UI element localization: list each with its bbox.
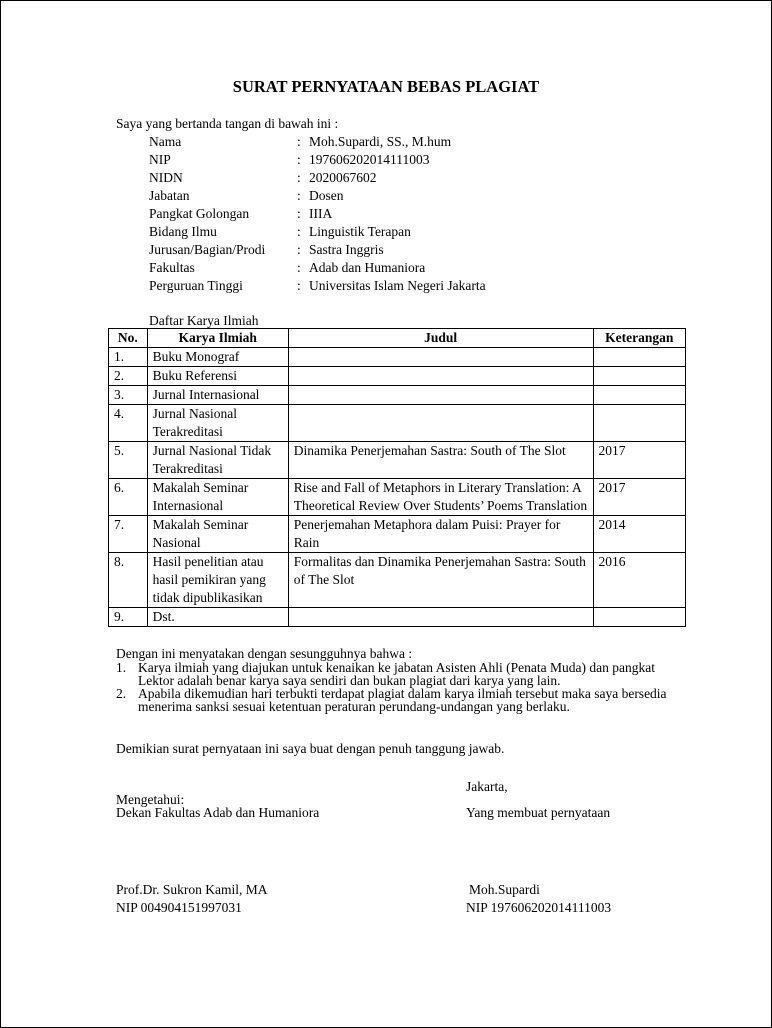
identity-colon: : (297, 224, 301, 239)
identity-label: Jurusan/Bagian/Prodi (149, 242, 266, 257)
cell-no: 3. (109, 386, 148, 405)
header-no: No. (109, 329, 148, 348)
cell-keterangan: 2014 (593, 516, 685, 553)
table-row (109, 367, 686, 386)
works-list-title: Daftar Karya Ilmiah (149, 313, 259, 328)
cell-no: 6. (109, 479, 148, 516)
identity-value: Sastra Inggris (309, 242, 384, 257)
identity-row (149, 205, 486, 223)
identity-row (149, 241, 486, 259)
acknowledge-label: Mengetahui: (116, 792, 185, 807)
cell-no: 4. (109, 405, 148, 442)
identity-colon: : (297, 170, 301, 185)
cell-judul: Formalitas dan Dinamika Penerjemahan Sastra: South of The Slot (288, 553, 593, 608)
identity-label: NIDN (149, 170, 183, 185)
identity-label: Pangkat Golongan (149, 206, 250, 221)
cell-no: 8. (109, 553, 148, 608)
identity-label: Fakultas (149, 260, 195, 275)
identity-value: Dosen (309, 188, 344, 203)
identity-colon: : (297, 188, 301, 203)
identity-value: Adab dan Humaniora (309, 260, 426, 275)
cell-judul: Penerjemahan Metaphora dalam Puisi: Prayer for Rain (288, 516, 593, 553)
intro-text: Saya yang bertanda tangan di bawah ini : (116, 116, 339, 131)
table-row (109, 479, 686, 516)
list-item (116, 687, 676, 713)
identity-value: 197606202014111003 (309, 152, 430, 167)
list-number: 2. (116, 686, 127, 701)
maker-name: Moh.Supardi (469, 882, 540, 897)
cell-judul (288, 405, 593, 442)
identity-value: 2020067602 (309, 170, 377, 185)
identity-label: Perguruan Tinggi (149, 278, 243, 293)
cell-no: 5. (109, 442, 148, 479)
list-text: Apabila dikemudian hari terbukti terdapat plagiat dalam karya ilmiah tersebut maka saya bersedia menerima sanksi sesuai ketentuan peraturan perundang-undangan yang berlaku. (138, 686, 667, 714)
table-row (109, 442, 686, 479)
cell-karya: Jurnal Nasional Tidak Terakreditasi (147, 442, 288, 479)
statement-list (116, 661, 676, 713)
cell-karya: Buku Referensi (147, 367, 288, 386)
cell-keterangan: 2017 (593, 479, 685, 516)
statement-intro: Dengan ini menyatakan dengan sesungguhnya bahwa : (116, 646, 413, 661)
identity-row (149, 133, 486, 151)
cell-keterangan (593, 367, 685, 386)
table-row (109, 608, 686, 627)
table-row (109, 386, 686, 405)
identity-value: Moh.Supardi, SS., M.hum (309, 134, 452, 149)
cell-keterangan (593, 348, 685, 367)
identity-label: Jabatan (149, 188, 190, 203)
cell-keterangan (593, 405, 685, 442)
header-keterangan: Keterangan (593, 329, 685, 348)
cell-keterangan: 2016 (593, 553, 685, 608)
list-text: Karya ilmiah yang diajukan untuk kenaikan ke jabatan Asisten Ahli (Penata Muda) dan pangkat Lektor adalah benar karya saya sendiri dan bukan plagiat dari karya yang lain. (138, 660, 655, 688)
city-date: Jakarta, (466, 779, 508, 794)
cell-no: 1. (109, 348, 148, 367)
identity-row (149, 151, 486, 169)
cell-keterangan (593, 386, 685, 405)
table-row (109, 516, 686, 553)
cell-judul: Dinamika Penerjemahan Sastra: South of The Slot (288, 442, 593, 479)
cell-judul: Rise and Fall of Metaphors in Literary Translation: A Theoretical Review Over Students’ Poems Translation (288, 479, 593, 516)
cell-karya: Hasil penelitian atau hasil pemikiran yang tidak dipublikasikan (147, 553, 288, 608)
cell-judul (288, 367, 593, 386)
works-table (108, 328, 686, 627)
maker-role: Yang membuat pernyataan (466, 805, 611, 820)
cell-karya: Dst. (147, 608, 288, 627)
identity-row (149, 277, 486, 295)
identity-value: Universitas Islam Negeri Jakarta (309, 278, 486, 293)
identity-label: Nama (149, 134, 182, 149)
list-number: 1. (116, 660, 127, 675)
cell-karya: Jurnal Internasional (147, 386, 288, 405)
works-header-row (109, 329, 686, 348)
table-row (109, 348, 686, 367)
cell-karya: Jurnal Nasional Terakreditasi (147, 405, 288, 442)
identity-label: Bidang Ilmu (149, 224, 217, 239)
cell-no: 9. (109, 608, 148, 627)
identity-colon: : (297, 134, 301, 149)
dean-nip: NIP 004904151997031 (116, 900, 242, 915)
dean-role: Dekan Fakultas Adab dan Humaniora (116, 805, 320, 820)
identity-table (149, 133, 486, 295)
identity-label: NIP (149, 152, 171, 167)
identity-value: IIIA (309, 206, 333, 221)
maker-nip: NIP 197606202014111003 (466, 900, 612, 915)
cell-judul (288, 348, 593, 367)
dean-name: Prof.Dr. Sukron Kamil, MA (116, 882, 268, 897)
identity-colon: : (297, 206, 301, 221)
identity-row (149, 169, 486, 187)
identity-colon: : (297, 152, 301, 167)
list-item (116, 661, 676, 687)
cell-judul (288, 386, 593, 405)
cell-judul (288, 608, 593, 627)
cell-no: 2. (109, 367, 148, 386)
identity-colon: : (297, 260, 301, 275)
identity-row (149, 223, 486, 241)
document-title: SURAT PERNYATAAN BEBAS PLAGIAT (232, 77, 540, 96)
table-row (109, 405, 686, 442)
identity-row (149, 259, 486, 277)
cell-no: 7. (109, 516, 148, 553)
identity-row (149, 187, 486, 205)
cell-karya: Buku Monograf (147, 348, 288, 367)
identity-colon: : (297, 242, 301, 257)
cell-keterangan: 2017 (593, 442, 685, 479)
header-karya: Karya Ilmiah (147, 329, 288, 348)
table-row (109, 553, 686, 608)
cell-keterangan (593, 608, 685, 627)
header-judul: Judul (288, 329, 593, 348)
identity-colon: : (297, 278, 301, 293)
cell-karya: Makalah Seminar Internasional (147, 479, 288, 516)
closing-text: Demikian surat pernyataan ini saya buat dengan penuh tanggung jawab. (116, 741, 505, 756)
cell-karya: Makalah Seminar Nasional (147, 516, 288, 553)
identity-value: Linguistik Terapan (309, 224, 411, 239)
